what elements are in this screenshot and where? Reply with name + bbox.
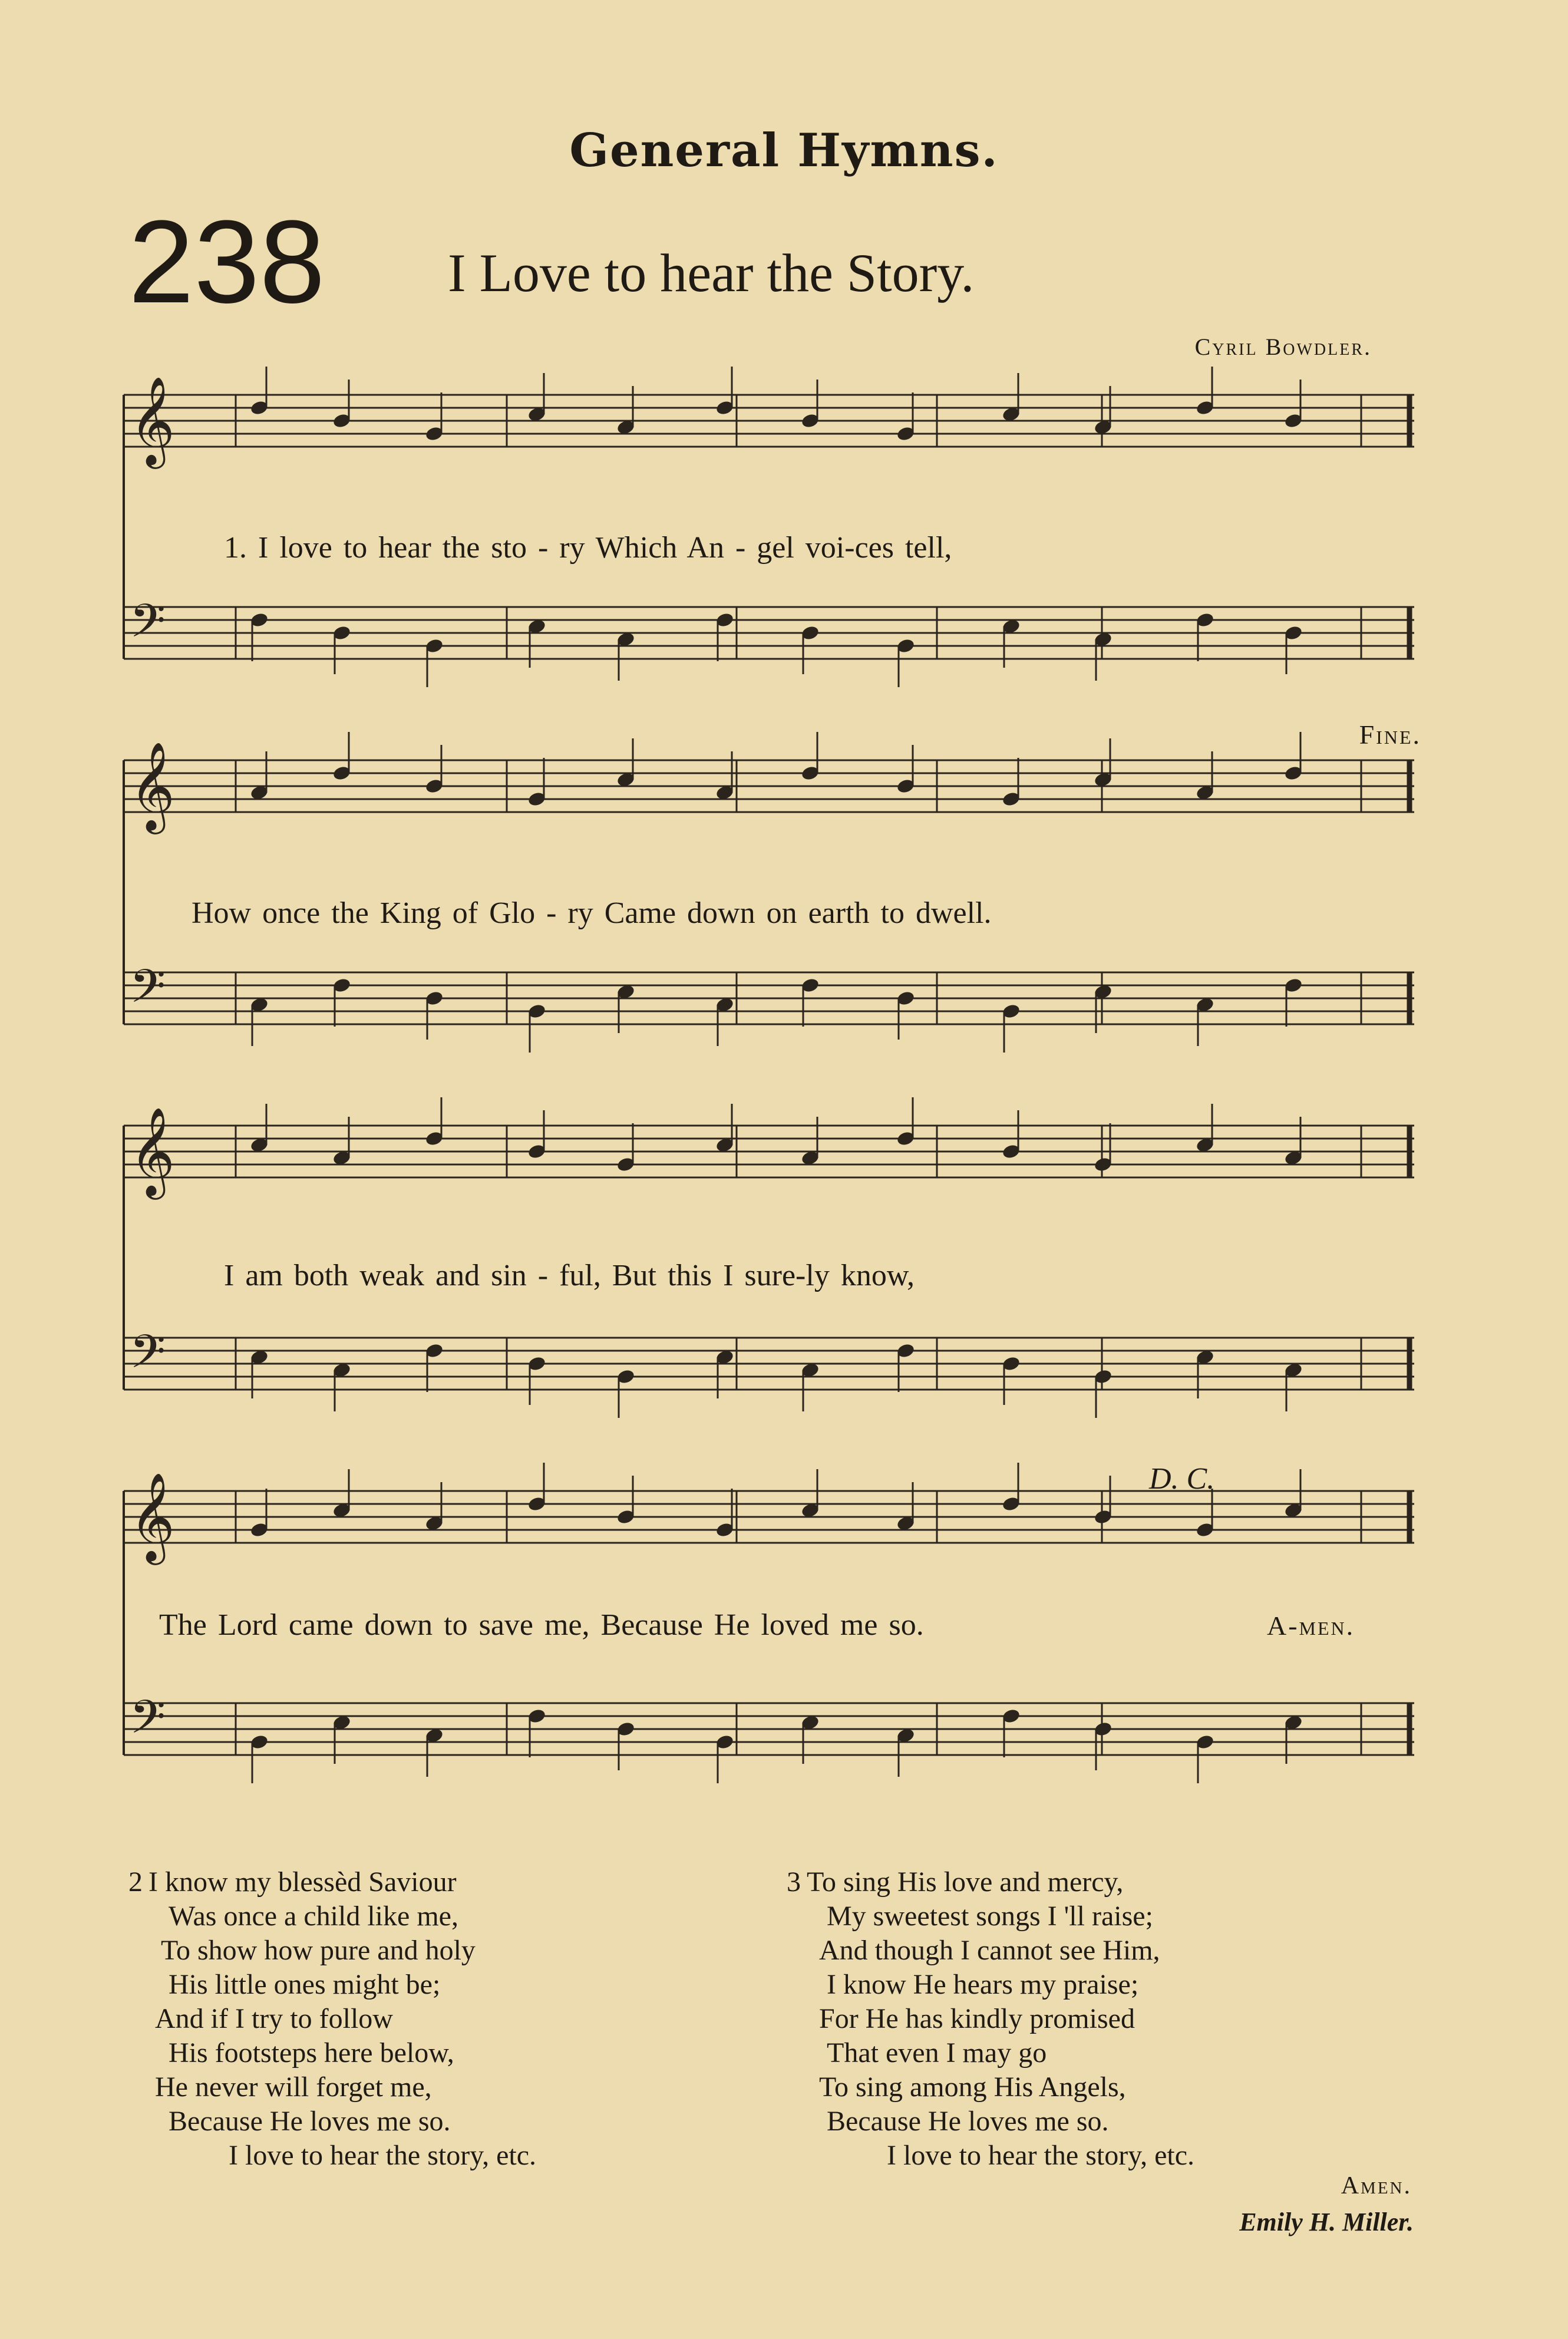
lyric-line-3: I am both weak and sin - ful, But this I sure-ly know, (224, 1259, 915, 1292)
verse-line: And if I try to follow (155, 2003, 393, 2034)
svg-text:𝄞: 𝄞 (130, 375, 175, 465)
verse-number: 2 (128, 1866, 143, 1898)
svg-text:𝄢: 𝄢 (130, 595, 166, 659)
verse-line: I know He hears my praise; (827, 1969, 1139, 2000)
lyric-line-2: How once the King of Glo - ry Came down on earth to dwell. (192, 896, 992, 930)
verse-line: I know my blessèd Saviour (148, 1866, 457, 1898)
svg-text:𝄢: 𝄢 (130, 960, 166, 1025)
svg-text:𝄞: 𝄞 (130, 1106, 175, 1196)
verse-2 (128, 1865, 536, 2173)
verse-line: My sweetest songs I 'll raise; (827, 1901, 1153, 1932)
hymn-title: I Love to hear the Story. (448, 243, 975, 303)
verse-line: Was once a child like me, (169, 1901, 458, 1932)
verse-line: Because He loves me so. (827, 2106, 1109, 2137)
verse-line: To sing among His Angels, (819, 2071, 1126, 2103)
lyric-line-4: The Lord came down to save me, Because He loved me so. (159, 1608, 924, 1642)
amen-marking: A-men. (1267, 1611, 1355, 1641)
verse-line: Because He loves me so. (169, 2106, 451, 2137)
verse-refrain: I love to hear the story, etc. (887, 2140, 1195, 2171)
author-credit: Emily H. Miller. (1239, 2208, 1414, 2236)
closing-amen: Amen. (1341, 2172, 1412, 2199)
composer-credit: Cyril Bowdler. (1194, 334, 1372, 360)
svg-text:𝄞: 𝄞 (130, 741, 175, 830)
verse-line: And though I cannot see Him, (819, 1935, 1160, 1966)
svg-text:𝄞: 𝄞 (130, 1472, 175, 1561)
dc-marking: D. C. (1149, 1462, 1215, 1496)
verse-line: To sing His love and mercy, (807, 1866, 1124, 1898)
verse-3 (787, 1865, 1194, 2173)
verse-line: His footsteps here below, (169, 2037, 454, 2069)
verse-line: For He has kindly promised (819, 2003, 1135, 2034)
music-system-1 (124, 375, 1414, 690)
verse-number: 3 (787, 1866, 801, 1898)
music-system-2 (124, 720, 1421, 1055)
lyric-line-1: 1. I love to hear the sto - ry Which An - gel voi-ces tell, (224, 531, 952, 565)
fine-marking: Fine. (1359, 720, 1421, 750)
verse-line: That even I may go (827, 2037, 1047, 2069)
music-system-4 (124, 1462, 1414, 1797)
verse-line: He never will forget me, (155, 2071, 432, 2103)
svg-text:𝄢: 𝄢 (130, 1325, 166, 1390)
verse-line: To show how pure and holy (161, 1935, 476, 1966)
verse-refrain: I love to hear the story, etc. (229, 2140, 537, 2171)
section-heading: General Hymns. (569, 124, 999, 177)
music-system-3 (124, 1106, 1414, 1420)
hymn-number: 238 (128, 196, 325, 328)
verse-line: His little ones might be; (169, 1969, 441, 2000)
svg-text:𝄢: 𝄢 (130, 1691, 166, 1756)
